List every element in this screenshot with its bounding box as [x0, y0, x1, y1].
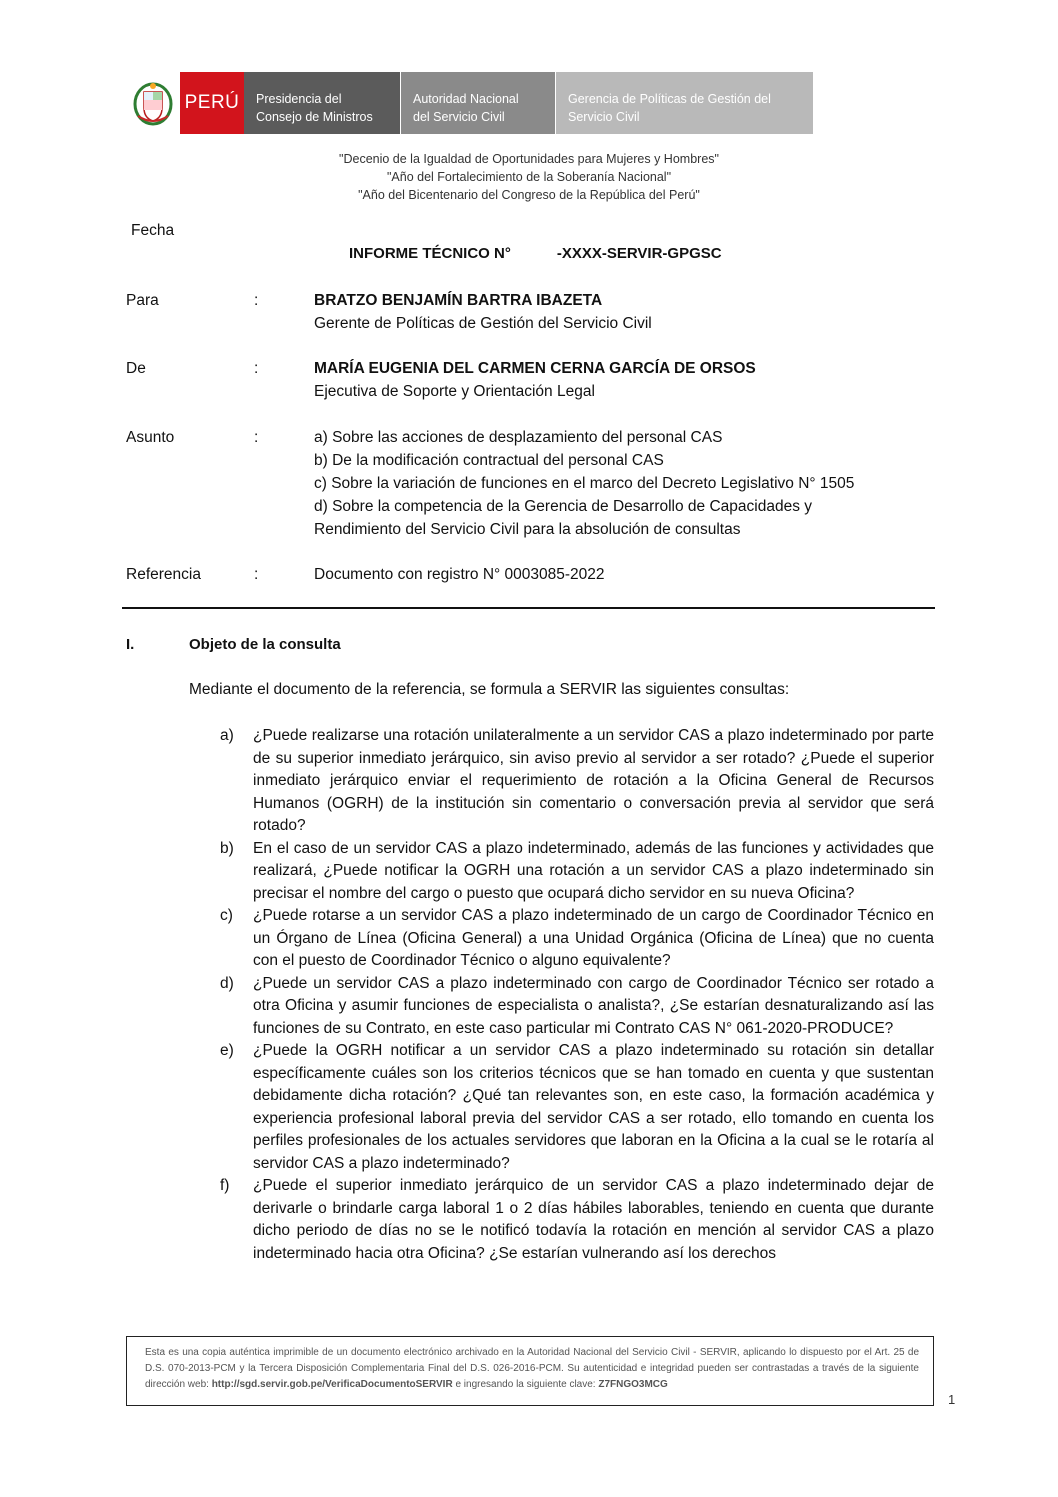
asunto-line-1: a) Sobre las acciones de desplazamiento del personal CAS	[314, 429, 723, 446]
gpgsc-line-2: Servicio Civil	[568, 110, 640, 124]
item-marker: a)	[220, 727, 234, 744]
item-text: ¿Puede rotarse a un servidor CAS a plazo indeterminado de un cargo de Coordinador Técnico en un Órgano de Línea (Oficina General) a una Unidad Orgánica (Oficina de Línea) que no cuenta con el puesto de Coordinador Técnico o alguno equivalente?	[253, 907, 934, 969]
slogan-1: "Decenio de la Igualdad de Oportunidades para Mujeres y Hombres"	[339, 152, 719, 166]
asunto-line-3: c) Sobre la variación de funciones en el marco del Decreto Legislativo N° 1505	[314, 475, 855, 492]
list-item	[220, 725, 934, 838]
year-slogans	[0, 150, 1058, 204]
slogan-3: "Año del Bicentenario del Congreso de la República del Perú"	[358, 188, 700, 202]
de-role: Ejecutiva de Soporte y Orientación Legal	[314, 383, 595, 400]
report-prefix: INFORME TÉCNICO N°	[349, 245, 511, 262]
para-value	[314, 289, 914, 335]
item-marker: c)	[220, 907, 233, 924]
fecha-label: Fecha	[131, 222, 175, 239]
item-marker: d)	[220, 974, 234, 992]
pcm-box	[244, 72, 400, 134]
item-text: ¿Puede realizarse una rotación unilateralmente a un servidor CAS a plazo indeterminado por parte de su superior inmediato jerárquico, sin aviso previo al servidor a ser rotado? ¿Puede el superior inmediato jerárquico enviar el requerimiento de rotación a la Oficina General de Recursos Humanos (OGRH) de la institución sin comentario o conversación previa al servidor que será rotado?	[253, 727, 934, 834]
pcm-line-1: Presidencia del	[256, 92, 342, 106]
asunto-label: Asunto	[126, 429, 175, 446]
gpgsc-box	[556, 72, 813, 134]
item-text: En el caso de un servidor CAS a plazo indeterminado, además de las funciones y actividades que realizará, ¿Puede notificar la OGRH una rotación a un servidor CAS a plazo indeterminado sin precisar el nombre del cargo o puesto que ocupará dicho servidor en su nueva Oficina?	[253, 839, 934, 902]
verification-key: Z7FNGO3MCG	[598, 1379, 668, 1390]
section-title: Objeto de la consulta	[189, 636, 341, 653]
report-suffix: -XXXX-SERVIR-GPGSC	[556, 245, 722, 262]
servir-line-2: del Servicio Civil	[413, 110, 505, 124]
list-item	[220, 1040, 934, 1175]
section-intro: Mediante el documento de la referencia, se formula a SERVIR las siguientes consultas:	[189, 681, 790, 698]
pcm-line-2: Consejo de Ministros	[256, 110, 373, 124]
de-value	[314, 357, 914, 403]
list-item	[220, 1175, 934, 1265]
coat-of-arms-icon	[126, 72, 180, 134]
asunto-line-4: d) Sobre la competencia de la Gerencia de Desarrollo de Capacidades y	[314, 498, 813, 515]
item-text: ¿Puede la OGRH notificar a un servidor CAS a plazo indeterminado su rotación sin detallar específicamente cuáles son los criterios técnicos que se han tomado en cuenta y que sustentan debidamente dicha rotación? ¿Qué tan relevantes son, en este caso, la formación académica y experiencia profesional laboral previa del servidor CAS a ser rotado, ello tomando en cuenta los perfiles profesionales de los actuales servidores que laboran en la Oficina a la cual se le rotaría al servidor CAS a plazo indeterminado?	[253, 1042, 934, 1172]
para-label: Para	[126, 292, 159, 309]
verification-link[interactable]: http://sgd.servir.gob.pe/VerificaDocumentoSERVIR	[211, 1379, 453, 1390]
peru-logo	[180, 72, 244, 134]
item-text: ¿Puede un servidor CAS a plazo indeterminado con cargo de Coordinador Técnico ser rotado a otra Oficina y asumir funciones de especialista o analista?, ¿Se estarían desnaturalizando así las funciones de su Contrato, en este caso particular mi Contrato CAS N° 061-2020-PRODUCE?	[253, 974, 934, 1037]
para-name: BRATZO BENJAMÍN BARTRA IBAZETA	[314, 292, 603, 309]
gpgsc-line-1: Gerencia de Políticas de Gestión del	[568, 92, 771, 106]
notice-text: Esta es una copia auténtica imprimible de un documento electrónico archivado en la Autoridad Nacional del Servicio Civil - SERVIR, aplicando lo dispuesto por el Art. 25 de D.S. 070-2013-PCM y la Tercera Disposición Complementaria Final del D.S. 026-2016-PCM. Su autenticidad e integridad pueden ser contrastadas a través de la siguiente dirección web:	[145, 1347, 919, 1390]
asunto-line-2: b) De la modificación contractual del personal CAS	[314, 452, 664, 469]
item-marker: f)	[220, 1177, 230, 1194]
para-role: Gerente de Políticas de Gestión del Servicio Civil	[314, 315, 652, 332]
authenticity-notice	[126, 1336, 934, 1406]
list-item	[220, 973, 934, 1041]
servir-line-1: Autoridad Nacional	[413, 92, 519, 106]
slogan-2: "Año del Fortalecimiento de la Soberanía Nacional"	[386, 170, 672, 184]
item-text: ¿Puede el superior inmediato jerárquico de un servidor CAS a plazo indeterminado dejar de derivarle o brindarle carga laboral 1 o 2 días hábiles laborables, teniendo en cuenta que durante dicho periodo de días no se le notificó todavía la rotación en mención al servidor CAS a plazo indeterminado hacia otra Oficina? ¿Se estarían vulnerando así los derechos	[253, 1177, 934, 1262]
questions-list	[220, 725, 934, 1265]
servir-box	[401, 72, 555, 134]
list-item	[220, 838, 934, 906]
referencia-value: Documento con registro N° 0003085-2022	[314, 566, 605, 583]
de-colon: :	[254, 360, 259, 377]
report-title	[349, 245, 722, 262]
item-marker: e)	[220, 1042, 234, 1059]
list-item	[220, 905, 934, 973]
section-number: I.	[126, 636, 135, 653]
para-colon: :	[254, 292, 259, 309]
referencia-label: Referencia	[126, 566, 201, 583]
peru-label: PERÚ	[184, 92, 240, 113]
asunto-colon: :	[254, 429, 259, 446]
asunto-value	[314, 426, 914, 541]
header-divider	[122, 607, 935, 609]
de-name: MARÍA EUGENIA DEL CARMEN CERNA GARCÍA DE ORSOS	[314, 360, 756, 377]
notice-key-text: e ingresando la siguiente clave:	[455, 1379, 596, 1390]
asunto-line-5: Rendimiento del Servicio Civil para la absolución de consultas	[314, 521, 741, 538]
referencia-colon: :	[254, 566, 259, 583]
de-label: De	[126, 360, 146, 377]
page-number: 1	[948, 1392, 956, 1407]
item-marker: b)	[220, 839, 234, 857]
institutional-header	[126, 72, 816, 134]
